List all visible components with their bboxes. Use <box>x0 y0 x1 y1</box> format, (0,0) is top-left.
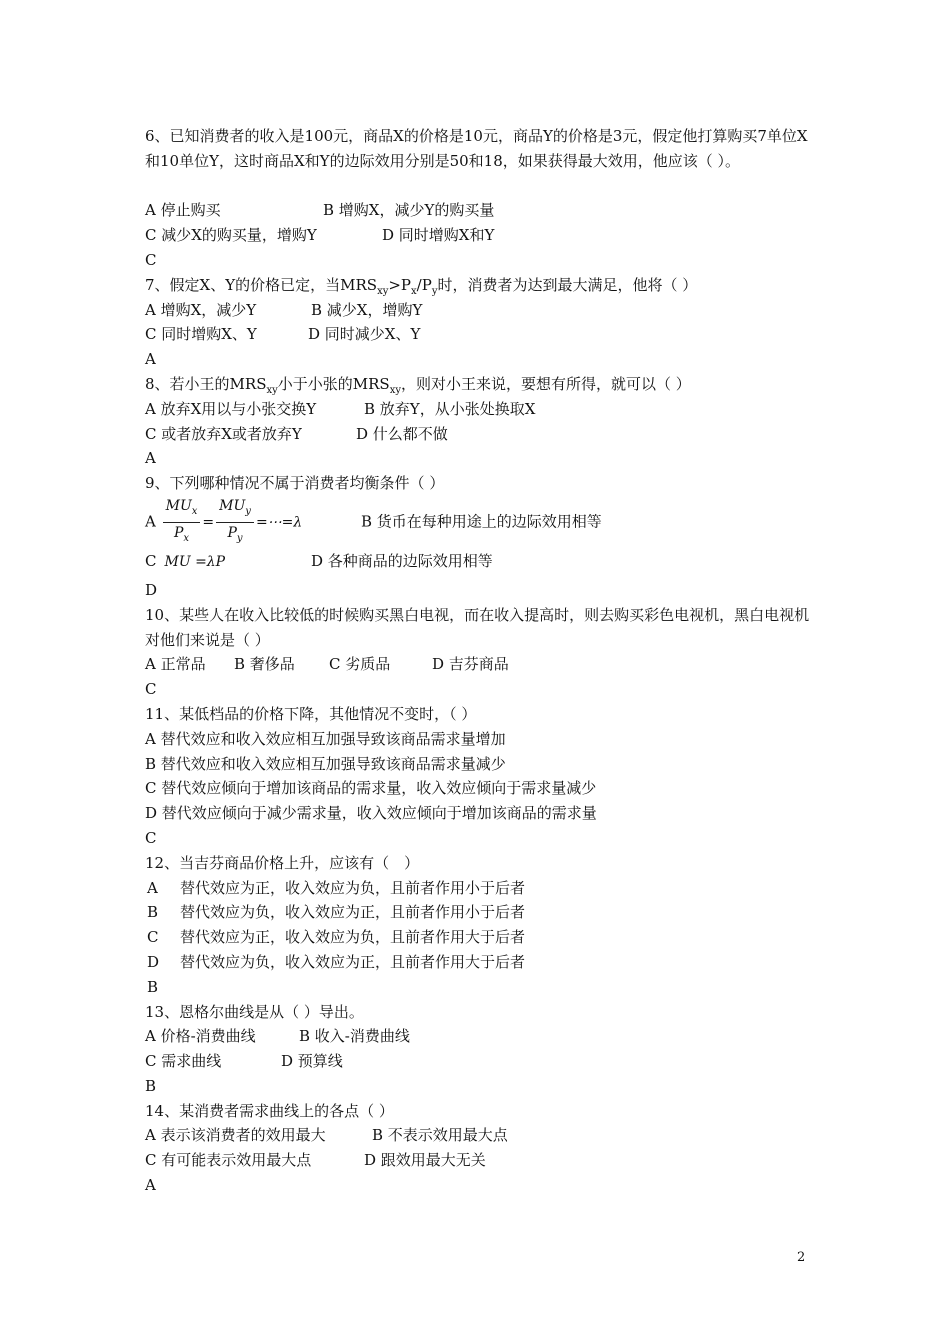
q9-fraction-y <box>216 496 254 549</box>
q8-options-row-2 <box>145 422 815 447</box>
q9-options-row-1 <box>145 496 815 544</box>
q7-stem-mid: >P <box>388 275 412 294</box>
q14-options-row-1 <box>145 1123 815 1148</box>
q14-option-c: C 有可能表示效用最大点 <box>145 1151 312 1170</box>
q12-option-d-text: 替代效应为负，收入效应为正，且前者作用大于后者 <box>180 952 526 971</box>
q12-option-a <box>145 876 815 901</box>
q9-option-c <box>145 544 311 579</box>
q7-stem <box>145 273 815 298</box>
q7-stem-sub1: xy <box>377 285 389 297</box>
q6-answer: C <box>145 250 157 269</box>
q7-options-row-1 <box>145 298 815 323</box>
q14-option-a: A 表示该消费者的效用最大 <box>145 1126 326 1145</box>
q13-option-a: A 价格-消费曲线 <box>145 1027 256 1046</box>
question-list <box>145 124 815 1198</box>
q9-den2-sub: y <box>236 532 243 544</box>
q8-answer: A <box>145 449 156 468</box>
q6-option-b: B 增购X，减少Y的购买量 <box>323 201 495 220</box>
q12-option-c-label: C <box>147 928 159 947</box>
q8-options-row-1 <box>145 397 815 422</box>
q10-option-a: A 正常品 <box>145 655 206 674</box>
q9-option-b: B 货币在每种用途上的边际效用相等 <box>361 512 602 531</box>
q9-num1-sub: x <box>191 505 198 517</box>
q9-stem: 9、下列哪种情况不属于消费者均衡条件（ ） <box>145 474 445 493</box>
q12-option-b-label: B <box>147 903 159 922</box>
q12-option-a-label: A <box>147 878 158 897</box>
q9-options-row-2 <box>145 544 815 578</box>
q9-num2: MU <box>219 497 246 514</box>
q12-option-d <box>145 950 815 975</box>
q11-answer: C <box>145 828 157 847</box>
q9-den2: P <box>227 524 237 541</box>
q7-stem-sub3: y <box>431 285 438 297</box>
q11-option-a: A 替代效应和收入效应相互加强导致该商品需求量增加 <box>145 729 506 748</box>
q12-answer: B <box>147 977 159 996</box>
q9-den1-sub: x <box>183 532 190 544</box>
q13-option-d: D 预算线 <box>281 1052 343 1071</box>
q8-stem-post: ，则对小王来说，要想有所得，就可以（ ） <box>401 374 691 393</box>
q9-option-c-math: MU =λP <box>164 553 226 570</box>
q7-options-row-2 <box>145 322 815 347</box>
q12-option-b <box>145 900 815 925</box>
q14-stem: 14、某消费者需求曲线上的各点（ ） <box>145 1101 394 1120</box>
q9-answer: D <box>145 580 158 599</box>
q7-option-d: D 同时减少X、Y <box>308 325 421 344</box>
q6-stem: 6、已知消费者的收入是100元，商品X的价格是10元，商品Y的价格是3元，假定他打算购买7单位X和10单位Y，这时商品X和Y的边际效用分别是50和18，如果获得最大效用，他应该（ ）。 <box>145 127 808 170</box>
q13-option-c: C 需求曲线 <box>145 1052 222 1071</box>
q6-option-d: D 同时增购X和Y <box>382 226 495 245</box>
q9-option-a <box>145 496 361 549</box>
q13-option-b: B 收入-消费曲线 <box>299 1027 410 1046</box>
q8-stem-mid: 小于小张的MRS <box>277 374 390 393</box>
q8-stem-pre: 8、若小王的MRS <box>145 374 267 393</box>
q8-option-a: A 放弃X用以与小张交换Y <box>145 399 317 418</box>
q14-option-d: D 跟效用最大无关 <box>364 1151 486 1170</box>
q6-options-row-1 <box>145 198 815 223</box>
q9-equals: = <box>202 514 215 531</box>
q9-num2-sub: y <box>245 505 251 517</box>
q8-stem-sub1: xy <box>266 384 278 396</box>
q11-option-d: D 替代效应倾向于减少需求量，收入效应倾向于增加该商品的需求量 <box>145 804 597 823</box>
q12-stem: 12、当吉芬商品价格上升，应该有（ ） <box>145 853 420 872</box>
q6-option-a: A 停止购买 <box>145 201 221 220</box>
q7-option-c: C 同时增购X、Y <box>145 325 257 344</box>
q9-option-d: D 各种商品的边际效用相等 <box>311 551 493 570</box>
q11-option-c: C 替代效应倾向于增加该商品的需求量，收入效应倾向于需求量减少 <box>145 779 597 798</box>
q13-options-row-2 <box>145 1049 815 1074</box>
q7-answer: A <box>145 350 156 369</box>
q14-option-b: B 不表示效用最大点 <box>372 1126 508 1145</box>
q10-option-c: C 劣质品 <box>329 655 391 674</box>
q7-option-b: B 减少X，增购Y <box>311 300 423 319</box>
q9-option-c-label: C <box>145 551 157 570</box>
q7-stem-sub2: x <box>411 285 417 297</box>
q10-stem: 10、某些人在收入比较低的时候购买黑白电视，而在收入提高时，则去购买彩色电视机，黑白电视机对他们来说是（ ） <box>145 605 810 649</box>
q6-option-c: C 减少X的购买量，增购Y <box>145 226 317 245</box>
q12-option-d-label: D <box>147 952 160 971</box>
q13-answer: B <box>145 1076 157 1095</box>
q10-option-b: B 奢侈品 <box>234 655 295 674</box>
q8-option-b: B 放弃Y，从小张处换取X <box>364 399 536 418</box>
q9-fraction-x <box>163 496 201 549</box>
q6-options-row-2 <box>145 223 815 248</box>
q7-option-a: A 增购X，减少Y <box>145 300 257 319</box>
q10-option-d: D 吉芬商品 <box>432 655 509 674</box>
q7-stem-post: 时，消费者为达到最大满足，他将（ ） <box>437 275 698 294</box>
q12-option-a-text: 替代效应为正，收入效应为负，且前者作用小于后者 <box>180 878 526 897</box>
q12-option-c <box>145 925 815 950</box>
q9-tail: =⋯=λ <box>255 514 303 531</box>
q9-num1: MU <box>165 497 192 514</box>
q9-option-a-label: A <box>145 512 156 531</box>
q10-answer: C <box>145 680 157 699</box>
q11-stem: 11、某低档品的价格下降，其他情况不变时，（ ） <box>145 704 477 723</box>
q13-stem: 13、恩格尔曲线是从（ ）导出。 <box>145 1002 364 1021</box>
q9-den1: P <box>173 524 184 541</box>
q14-options-row-2 <box>145 1148 815 1173</box>
q13-options-row-1 <box>145 1024 815 1049</box>
q14-answer: A <box>145 1176 156 1195</box>
page-number: 2 <box>797 1250 806 1265</box>
q12-option-b-text: 替代效应为负，收入效应为正，且前者作用小于后者 <box>180 903 526 922</box>
q12-option-c-text: 替代效应为正，收入效应为负，且前者作用大于后者 <box>180 928 526 947</box>
q7-stem-pre: 7、假定X、Y的价格已定，当MRS <box>145 275 378 294</box>
q7-stem-mid2: /P <box>416 275 432 294</box>
q8-stem <box>145 372 815 397</box>
q10-options-row <box>145 652 815 677</box>
q8-option-d: D 什么都不做 <box>356 424 448 443</box>
q11-option-b: B 替代效应和收入效应相互加强导致该商品需求量减少 <box>145 754 506 773</box>
q8-stem-sub2: xy <box>389 384 402 396</box>
q8-option-c: C 或者放弃X或者放弃Y <box>145 424 302 443</box>
